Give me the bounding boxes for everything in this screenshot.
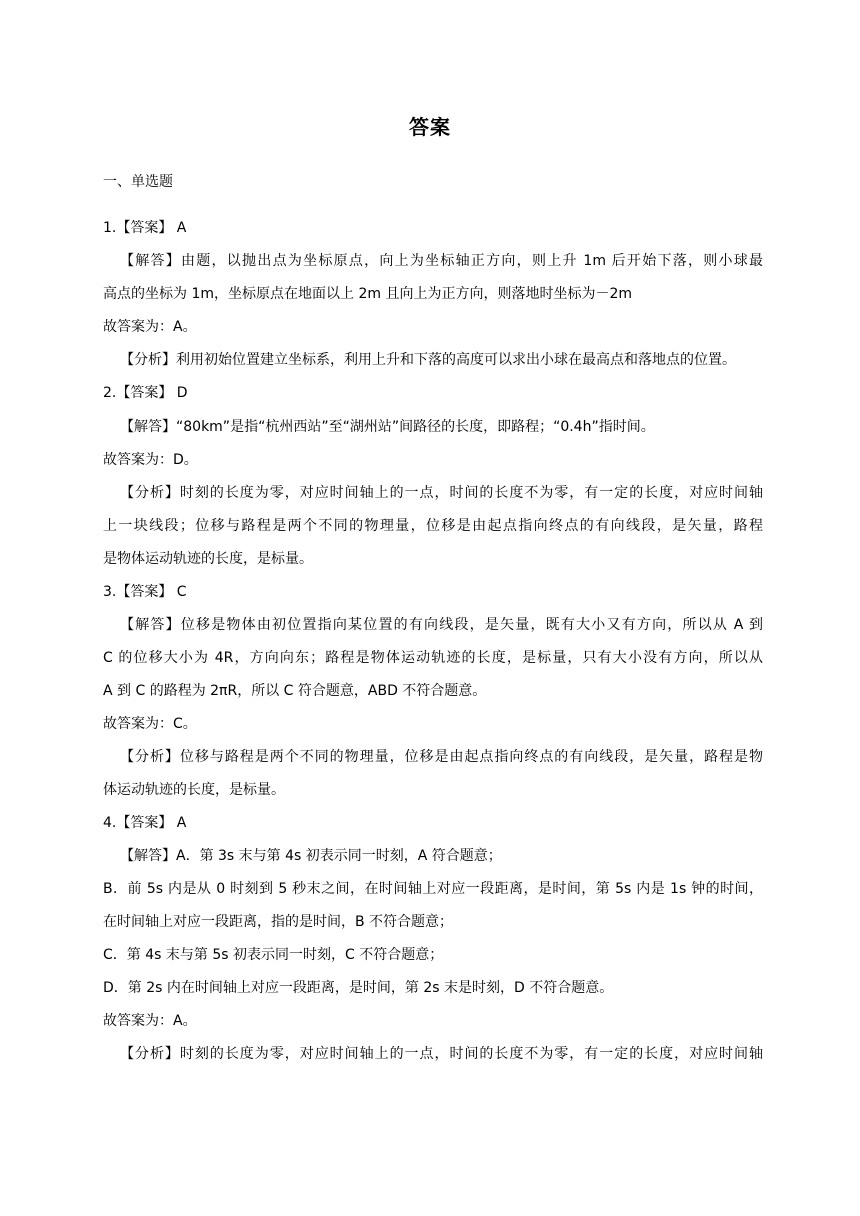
- q1-analysis: 【分析】利用初始位置建立坐标系，利用上升和下落的高度可以求出小球在最高点和落地点的位置。: [120, 352, 736, 368]
- section-heading: 一、单选题: [103, 174, 173, 190]
- q3-solution-line: 【解答】位移是物体由初位置指向某位置的有向线段，是矢量，既有大小又有方向，所以从 A 到: [120, 617, 763, 633]
- q2-solution-line: 【解答】“80km”是指“杭州西站”至“湖州站”间路径的长度，即路程；“0.4h”指时间。: [120, 419, 655, 435]
- page-title: 答案: [409, 115, 451, 139]
- q4-answer: 4.【答案】 A: [103, 815, 187, 831]
- q2-analysis-line: 【分析】时刻的长度为零，对应时间轴上的一点，时间的长度不为零，有一定的长度，对应时间轴: [120, 485, 763, 501]
- q4-solution-line: B．前 5s 内是从 0 时刻到 5 秒末之间，在时间轴上对应一段距离，是时间，第 5s 内是 1s 钟的时间，: [103, 881, 763, 897]
- q3-solution-line: C 的位移大小为 4R，方向向东；路程是物体运动轨迹的长度，是标量，只有大小没有方向，所以从: [103, 650, 763, 666]
- q3-conclusion: 故答案为：C。: [103, 716, 197, 732]
- q2-answer: 2.【答案】 D: [103, 385, 188, 401]
- q1-conclusion: 故答案为：A。: [103, 319, 197, 335]
- q2-analysis-line: 是物体运动轨迹的长度，是标量。: [103, 551, 313, 567]
- q4-solution-line: 【解答】A．第 3s 末与第 4s 初表示同一时刻，A 符合题意；: [120, 848, 502, 864]
- q3-solution-line: A 到 C 的路程为 2πR，所以 C 符合题意，ABD 不符合题意。: [103, 683, 487, 699]
- q1-answer: 1.【答案】 A: [103, 220, 187, 236]
- q4-solution-line: C．第 4s 末与第 5s 初表示同一时刻，C 不符合题意；: [103, 947, 444, 963]
- q1-solution-line: 高点的坐标为 1m，坐标原点在地面以上 2m 且向上为正方向，则落地时坐标为－2m: [103, 286, 632, 302]
- q3-analysis-line: 【分析】位移与路程是两个不同的物理量，位移是由起点指向终点的有向线段，是矢量，路程是物: [120, 749, 763, 765]
- q4-solution-line: 在时间轴上对应一段距离，指的是时间，B 不符合题意；: [103, 914, 454, 930]
- q3-analysis-line: 体运动轨迹的长度，是标量。: [103, 782, 285, 798]
- q1-solution-line: 【解答】由题，以抛出点为坐标原点，向上为坐标轴正方向，则上升 1m 后开始下落，则小球最: [120, 253, 763, 269]
- q2-conclusion: 故答案为：D。: [103, 452, 198, 468]
- q4-solution-line: D．第 2s 内在时间轴上对应一段距离，是时间，第 2s 末是时刻，D 不符合题意。: [103, 980, 614, 996]
- q4-analysis-line: 【分析】时刻的长度为零，对应时间轴上的一点，时间的长度不为零，有一定的长度，对应时间轴: [120, 1046, 763, 1062]
- q4-conclusion: 故答案为：A。: [103, 1013, 197, 1029]
- q3-answer: 3.【答案】 C: [103, 584, 187, 600]
- q2-analysis-line: 上一块线段；位移与路程是两个不同的物理量，位移是由起点指向终点的有向线段，是矢量，路程: [103, 518, 763, 534]
